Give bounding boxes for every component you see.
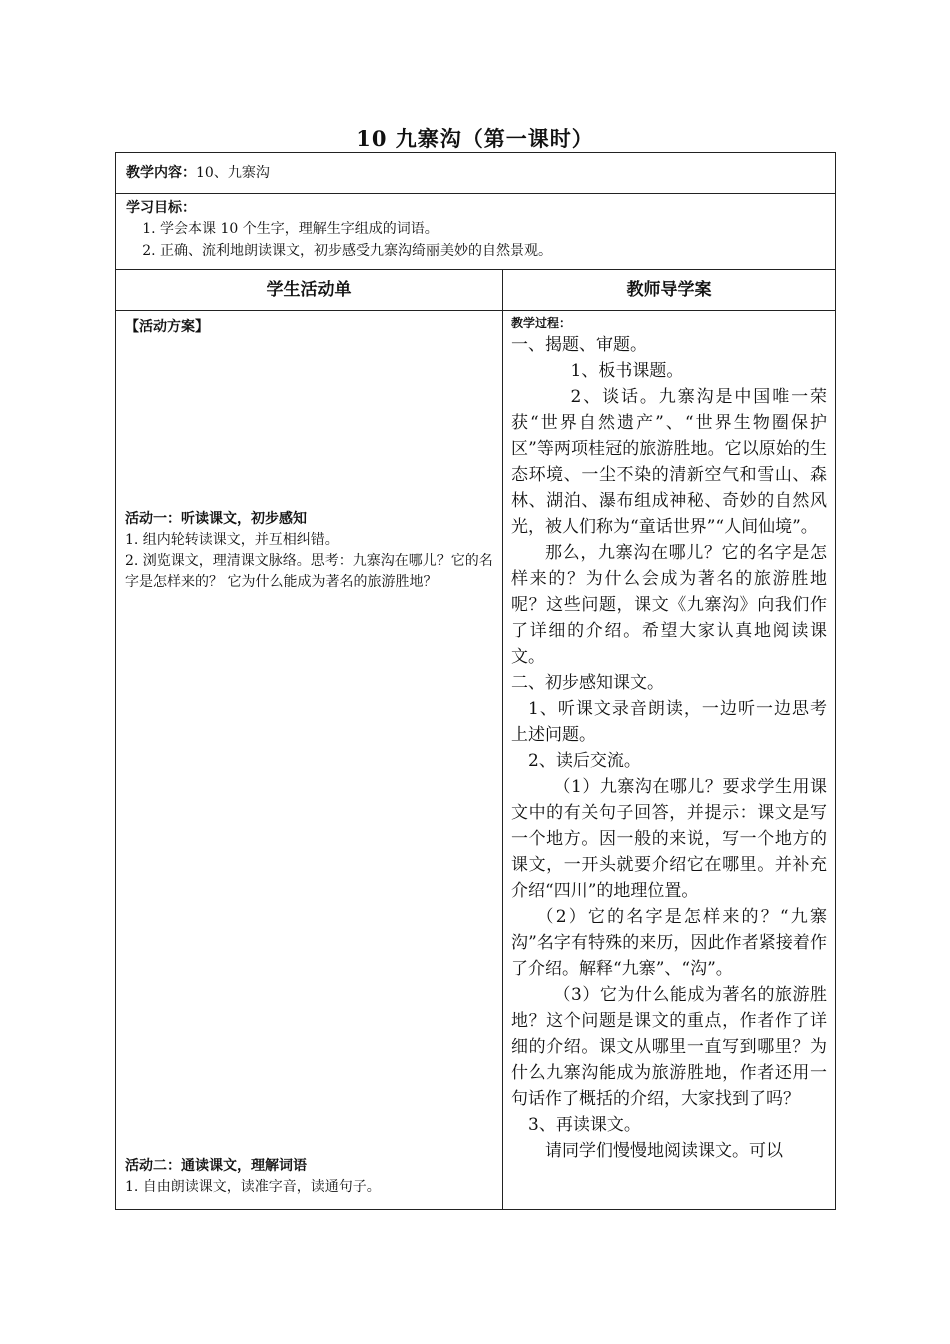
process-paragraph: 3、再读课文。: [528, 1115, 641, 1135]
process-paragraph: （3）它为什么能成为著名的旅游胜地？这个问题是课文的重点，作者作了详细的介绍。课文从哪里一直写到哪里？为什么九寨沟能成为旅游胜地，作者还用一句话作了概括的介绍，大家找到了吗？: [511, 985, 828, 1109]
activity-one-item: 2. 浏览课文，理清课文脉络。思考：九寨沟在哪儿？它的名字是怎样来的？ 它为什么能成为著名的旅游胜地？: [125, 553, 493, 590]
page-title: 10 九寨沟（第一课时）: [356, 126, 594, 151]
process-paragraph: 请同学们慢慢地阅读课文。可以: [545, 1141, 783, 1161]
process-paragraph: 一、揭题、审题。: [511, 335, 647, 355]
activity-one-heading: 活动一：听读课文，初步感知: [125, 511, 307, 527]
content-label: 教学内容：: [126, 165, 196, 181]
process-paragraph: 2、读后交流。: [528, 751, 641, 771]
activity-two-item: 1. 自由朗读课文，读准字音，读通句子。: [125, 1179, 381, 1195]
goal-item: 1. 学会本课 10 个生字，理解生字组成的词语。: [160, 218, 835, 240]
goals-row: [116, 194, 836, 270]
process-paragraph: 1、听课文录音朗读，一边听一边思考上述问题。: [511, 699, 828, 745]
goals-cell: [116, 194, 836, 270]
body-row: [116, 311, 836, 1210]
student-activity-content: [116, 311, 502, 1209]
activity-plan-label: 【活动方案】: [125, 319, 209, 335]
activity-one: [125, 509, 493, 593]
student-activity-cell: [116, 311, 503, 1210]
process-paragraph: 二、初步感知课文。: [511, 673, 664, 693]
teaching-process-text: [511, 332, 827, 1164]
process-paragraph: 那么，九寨沟在哪儿？它的名字是怎样来的？为什么会成为著名的旅游胜地呢？这些问题，课文《九寨沟》向我们作了详细的介绍。希望大家认真地阅读课文。: [511, 543, 828, 667]
student-column-header: 学生活动单: [116, 270, 503, 311]
activity-one-item: 1. 组内轮转读课文，并互相纠错。: [125, 532, 339, 548]
process-paragraph: 2、谈话。九寨沟是中国唯一荣获“世界自然遗产”、“世界生物圈保护区”等两项桂冠的旅游胜地。它以原始的生态环境、一尘不染的清新空气和雪山、森林、湖泊、瀑布组成神秘、奇妙的自然风光，被人们称为“童话世界”“人间仙境”。: [511, 387, 828, 537]
column-header-row: [116, 270, 836, 311]
process-paragraph: （1）九寨沟在哪儿？要求学生用课文中的有关句子回答，并提示：课文是写一个地方。因一般的来说，写一个地方的课文，一开头就要介绍它在哪里。并补充介绍“四川”的地理位置。: [511, 777, 828, 901]
process-paragraph: （2）它的名字是怎样来的？“九寨沟”名字有特殊的来历，因此作者紧接着作了介绍。解释“九寨”、“沟”。: [511, 907, 828, 979]
content-row: [116, 153, 836, 194]
teaching-process-label: 教学过程：: [511, 316, 572, 330]
content-value: 10、九寨沟: [196, 165, 270, 181]
goals-label: 学习目标：: [126, 200, 196, 216]
activity-two-heading: 活动二：通读课文，理解词语: [125, 1158, 307, 1174]
content-line: [116, 153, 835, 183]
content-cell: [116, 153, 836, 194]
teacher-guide-cell: [503, 311, 836, 1210]
goal-item: 2. 正确、流利地朗读课文，初步感受九寨沟绮丽美妙的自然景观。: [160, 240, 835, 262]
teacher-column-header: 教师导学案: [503, 270, 836, 311]
goals-list: [116, 218, 835, 262]
lesson-plan-table: [115, 152, 836, 1210]
activity-two: [125, 1156, 493, 1198]
process-paragraph: 1、板书课题。: [570, 361, 684, 381]
teacher-guide-content: [503, 311, 835, 1164]
